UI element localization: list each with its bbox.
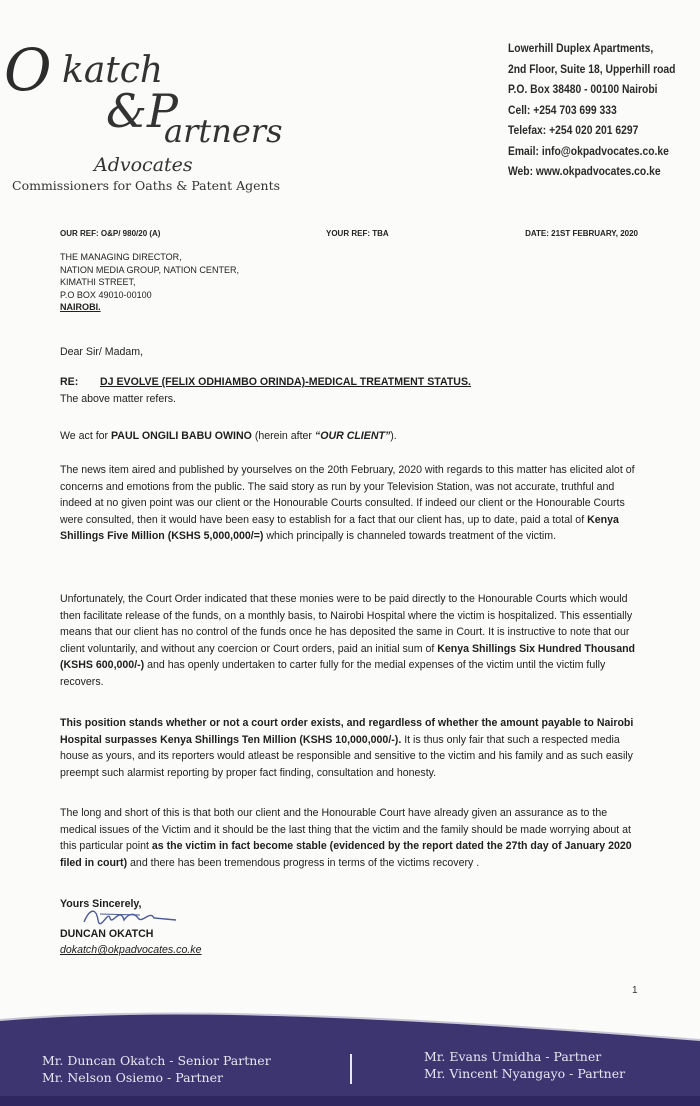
subject-line: DJ EVOLVE (FELIX ODHIAMBO ORINDA)-MEDICAL TREATMENT STATUS. — [100, 376, 471, 388]
recipient-line: P.O BOX 49010-00100 — [60, 289, 152, 301]
partner-name: Mr. Evans Umidha - Partner — [424, 1049, 602, 1064]
address-line: Email: info@okpadvocates.co.ke — [508, 143, 669, 158]
footer-partners-left — [42, 1052, 271, 1086]
subject-block — [60, 374, 640, 407]
your-ref: YOUR REF: TBA — [326, 229, 389, 238]
reference-row — [60, 229, 638, 243]
para2-bold: Kenya Shillings Six Hundred Thousand (KSHS 600,000/-) — [60, 642, 636, 672]
para4-tail: and there has been tremendous progress in terms of the victims recovery . — [127, 856, 480, 869]
re-label: RE: — [60, 376, 79, 388]
firm-address — [508, 38, 697, 182]
para1-tail: which principally is channeled towards treatment of the victim. — [263, 530, 557, 543]
our-ref: OUR REF: O&P/ 980/20 (A) — [60, 229, 161, 238]
paragraph-2 — [60, 591, 640, 691]
address-line: Lowerhill Duplex Apartments, — [508, 41, 654, 55]
salutation: Dear Sir/ Madam, — [60, 346, 144, 358]
footer-partners-right — [424, 1048, 625, 1082]
logo-ampersand: &P — [106, 84, 178, 138]
act-for-post: ). — [390, 430, 397, 442]
para1-text: The news item aired and published by yourselves on the 20th February, 2020 with regards to this matter has elicited alot of concerns and emotions from the public. The said story as run by your Television Station, was not accurate, truthful and indeed at no given point was our client or the Honourable Courts consulted. If indeed our client or the Honourable Courts were consulted, then it would have been easy to establish for a fact that our client has, up to date, paid a total of — [60, 464, 635, 526]
paragraph-1 — [60, 462, 640, 545]
recipient-line: NATION MEDIA GROUP, NATION CENTER, — [60, 264, 240, 276]
para4-text: The long and short of this is that both our client and the Honourable Court have already given an assurance as to the medical issues of the Victim and it should be the last thing that the victim and the family should be made worrying about at this particular point — [60, 807, 632, 853]
para2-text: Unfortunately, the Court Order indicated that these monies were to be paid directly to the Honourable Courts which would then facilitate release of the funds, on a monthly basis, to Nairobi Hospital where the victim is hospitalized. This essentially means that our client has no control of the funds once he has deposited the same in Court. It is instructive to note that our client voluntarily, and without any coercion or Court orders, paid an initial sum of — [60, 593, 633, 655]
letter-date: DATE: 21ST FEBRUARY, 2020 — [525, 229, 638, 238]
partner-name: Mr. Nelson Osiemo - Partner — [42, 1070, 223, 1085]
logo-o: O — [4, 36, 52, 104]
footer-divider — [350, 1054, 352, 1084]
refers-line: The above matter refers. — [60, 392, 176, 405]
address-line: Telefax: +254 020 201 6297 — [508, 123, 639, 137]
address-line: Web: www.okpadvocates.co.ke — [508, 164, 661, 178]
yours-sincerely: Yours Sincerely, — [60, 898, 142, 910]
firm-tagline: Commissioners for Oaths & Patent Agents — [12, 178, 281, 193]
address-line: 2nd Floor, Suite 18, Upperhill road — [508, 61, 676, 76]
logo-advocates: Advocates — [94, 154, 193, 176]
recipient-line: THE MANAGING DIRECTOR, — [60, 252, 182, 263]
client-alias: “OUR CLIENT” — [314, 430, 391, 442]
client-name: PAUL ONGILI BABU OWINO — [111, 430, 252, 442]
firm-logo — [4, 34, 283, 194]
address-line: P.O. Box 38480 - 00100 Nairobi — [508, 82, 658, 96]
para4-bold: as the victim in fact become stable (evidenced by the report dated the 27th day of January 2020 filed in court) — [60, 840, 632, 869]
handwritten-signature — [80, 902, 180, 932]
act-for-line — [60, 428, 640, 445]
address-line: Cell: +254 703 699 333 — [508, 102, 617, 117]
partner-name: Mr. Vincent Nyangayo - Partner — [424, 1066, 626, 1081]
logo-katch: katch — [62, 50, 164, 91]
para2-tail: and has openly undertaken to carter fully for the medial expenses of the victim until the victim fully recovers. — [60, 659, 606, 688]
partner-name: Mr. Duncan Okatch - Senior Partner — [42, 1053, 271, 1068]
page-number: 1 — [632, 985, 638, 996]
para3-tail: It is thus only fair that such a respected media house as yours, and its reporters would atleast be responsible and sensitive to the victim and his family and as such easily preempt such alarmist reporting by proper fact finding, consultation and honesty. — [60, 733, 633, 779]
act-for-pre: We act for — [60, 430, 112, 442]
paragraph-3 — [60, 715, 640, 781]
recipient-address — [60, 252, 239, 315]
signatory-email: dokatch@okpadvocates.co.ke — [60, 944, 202, 956]
paragraph-4 — [60, 805, 640, 871]
logo-artners: artners — [164, 112, 283, 150]
recipient-city: NAIROBI. — [60, 302, 101, 313]
act-for-mid: (herein after — [251, 430, 315, 442]
signatory-name: DUNCAN OKATCH — [60, 928, 154, 940]
partners-footer — [0, 1010, 700, 1106]
para3-bold: This position stands whether or not a court order exists, and regardless of whether the amount payable to Nairobi Hospital surpasses Kenya Shillings Ten Million (KSHS 10,000,000/-). — [60, 717, 634, 746]
recipient-line: KIMATHI STREET, — [60, 277, 136, 288]
para1-bold: Kenya Shillings Five Million (KSHS 5,000,000/=) — [60, 513, 619, 543]
